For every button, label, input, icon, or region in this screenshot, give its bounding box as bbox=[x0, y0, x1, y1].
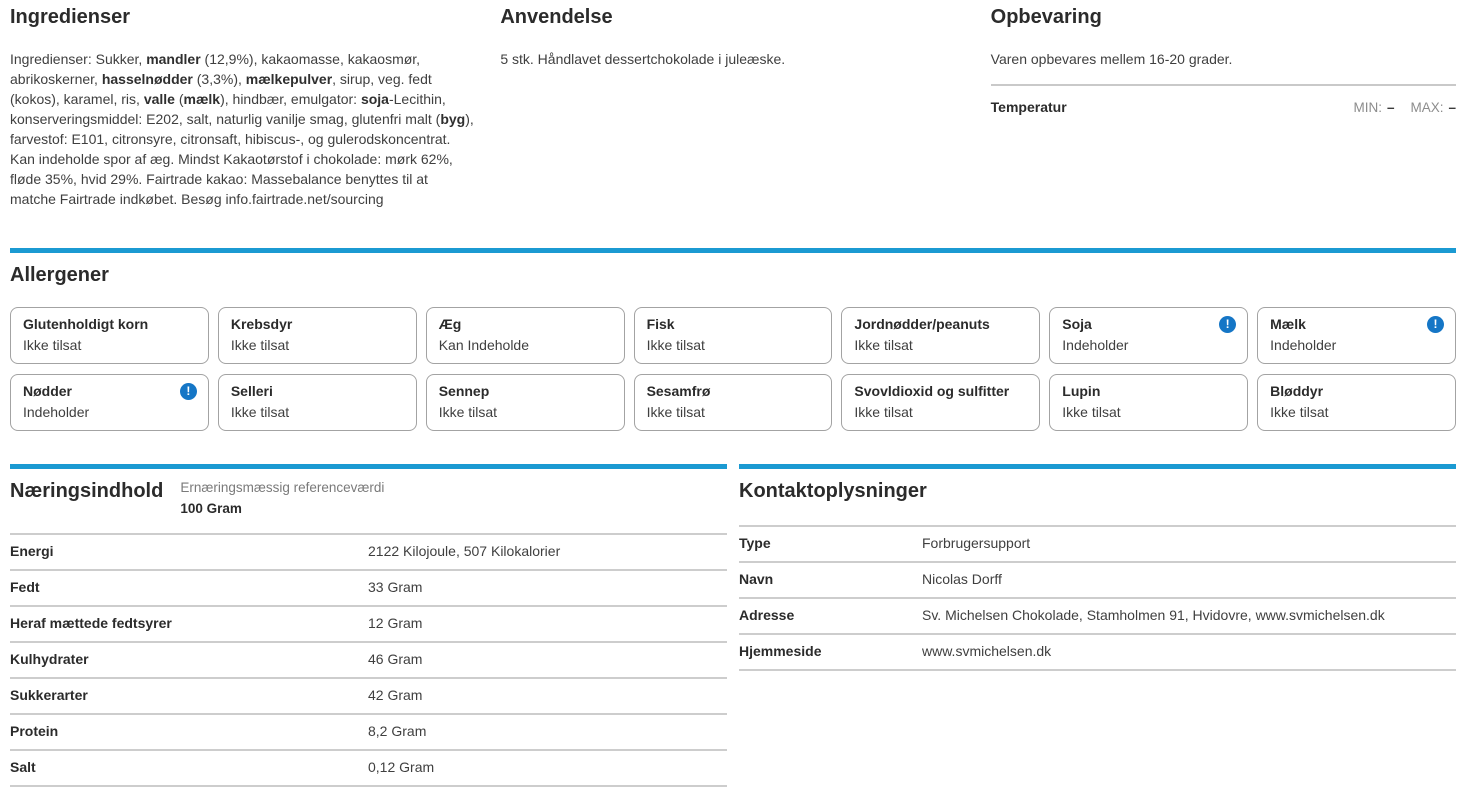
contact-divider-bar bbox=[739, 464, 1456, 469]
allergen-card bbox=[1257, 374, 1456, 431]
row-label: Salt bbox=[10, 759, 36, 775]
allergen-name: Glutenholdigt korn bbox=[23, 315, 149, 332]
temperature-minmax bbox=[1353, 100, 1456, 115]
row-value: 33 Gram bbox=[368, 579, 423, 595]
allergen-name: Fisk bbox=[646, 315, 675, 332]
allergen-status: Indeholder bbox=[1270, 337, 1337, 353]
allergen-name: Jordnødder/peanuts bbox=[854, 315, 990, 332]
min-value: – bbox=[1386, 100, 1395, 115]
allergen-status: Ikke tilsat bbox=[438, 404, 498, 420]
row-label: Energi bbox=[10, 543, 54, 559]
ingredients-title: Ingredienser bbox=[10, 6, 131, 28]
min-label: MIN: bbox=[1353, 100, 1382, 115]
section-usage bbox=[500, 5, 965, 224]
allergen-name: Bløddyr bbox=[1270, 382, 1324, 399]
allergens-title: Allergener bbox=[10, 264, 109, 286]
row-label: Kulhydrater bbox=[10, 651, 89, 667]
ingredients-text: Ingredienser: Sukker, mandler (12,9%), kakaomasse, kakaosmør, abrikoskerner, hasselnødder (3,3%), mælkepulver, sirup, veg. fedt (kokos), karamel, ris, valle (mælk), hindbær, emulgator: soja-Lecithin, konserveringsmiddel: E202, salt, naturlig vanilje smag, glutenfri malt (byg), farvestof: E101, citronsyre, citronsaft, hibiscus-, og gulerodskoncentrat. Kan indeholde spor af æg. Mindst Kakaotørstof i chokolade: mørk 62%, fløde 35%, hvid 29%. Fairtrade kakao: Massebalance benyttes til at matche Fairtrade indkøbet. Besøg info.fairtrade.net/sourcing bbox=[10, 51, 474, 207]
section-contact bbox=[739, 464, 1456, 787]
nutrition-divider-bar bbox=[10, 464, 727, 469]
allergen-name: Nødder bbox=[23, 382, 72, 399]
section-ingredients bbox=[10, 5, 475, 224]
allergen-status: Ikke tilsat bbox=[230, 337, 290, 353]
table-row bbox=[739, 633, 1456, 671]
allergen-card bbox=[1049, 307, 1248, 364]
allergen-name: Sesamfrø bbox=[646, 382, 711, 399]
allergen-card bbox=[218, 307, 417, 364]
allergen-status: Ikke tilsat bbox=[854, 337, 913, 353]
table-row bbox=[739, 525, 1456, 561]
reference-value: 100 Gram bbox=[180, 501, 242, 516]
table-row bbox=[739, 597, 1456, 633]
storage-title: Opbevaring bbox=[990, 6, 1102, 28]
nutrition-header bbox=[10, 479, 727, 516]
allergen-card bbox=[634, 307, 833, 364]
row-value: www.svmichelsen.dk bbox=[922, 643, 1052, 659]
allergen-card bbox=[1257, 307, 1456, 364]
table-row bbox=[10, 677, 727, 713]
alert-icon: ! bbox=[1219, 316, 1236, 333]
row-label: Fedt bbox=[10, 579, 40, 595]
row-value: Forbrugersupport bbox=[922, 535, 1031, 551]
row-value: 0,12 Gram bbox=[368, 759, 435, 775]
reference-label: Ernæringsmæssig referenceværdi bbox=[180, 480, 385, 495]
allergen-status: Ikke tilsat bbox=[230, 404, 290, 420]
top-section bbox=[10, 5, 1456, 224]
allergen-name: Soja bbox=[1062, 315, 1092, 332]
allergen-card bbox=[1049, 374, 1248, 431]
allergen-card bbox=[426, 374, 625, 431]
alert-icon: ! bbox=[1427, 316, 1444, 333]
section-allergens bbox=[10, 248, 1456, 431]
allergen-card bbox=[841, 307, 1040, 364]
row-value: Sv. Michelsen Chokolade, Stamholmen 91, Hvidovre, www.svmichelsen.dk bbox=[922, 607, 1385, 623]
temperature-row bbox=[991, 84, 1456, 115]
allergen-status: Kan Indeholde bbox=[438, 337, 530, 353]
allergen-card bbox=[10, 374, 209, 431]
max-label: MAX: bbox=[1410, 100, 1444, 115]
row-value: 42 Gram bbox=[368, 687, 423, 703]
storage-text: Varen opbevares mellem 16-20 grader. bbox=[990, 51, 1233, 67]
allergen-name: Krebsdyr bbox=[230, 315, 293, 332]
table-row bbox=[10, 569, 727, 605]
allergen-status: Ikke tilsat bbox=[646, 404, 705, 420]
temperature-max bbox=[1410, 100, 1456, 115]
usage-title: Anvendelse bbox=[500, 6, 613, 28]
table-row bbox=[10, 713, 727, 749]
alert-icon: ! bbox=[180, 383, 197, 400]
allergen-card bbox=[218, 374, 417, 431]
allergen-status: Ikke tilsat bbox=[1062, 404, 1121, 420]
allergen-name: Selleri bbox=[230, 382, 273, 399]
table-row bbox=[10, 533, 727, 569]
nutrition-title: Næringsindhold bbox=[10, 480, 164, 502]
usage-text: 5 stk. Håndlavet dessertchokolade i juleæske. bbox=[500, 51, 786, 67]
bottom-section bbox=[10, 464, 1456, 787]
allergen-card bbox=[634, 374, 833, 431]
row-value: 46 Gram bbox=[368, 651, 423, 667]
table-row bbox=[10, 641, 727, 677]
allergen-card bbox=[841, 374, 1040, 431]
row-label: Navn bbox=[739, 571, 774, 587]
allergen-status: Ikke tilsat bbox=[854, 404, 913, 420]
table-row bbox=[10, 605, 727, 641]
row-label: Hjemmeside bbox=[739, 643, 822, 659]
row-value: 12 Gram bbox=[368, 615, 423, 631]
row-value: 2122 Kilojoule, 507 Kilokalorier bbox=[368, 543, 561, 559]
nutrition-table bbox=[10, 533, 727, 787]
max-value: – bbox=[1448, 100, 1456, 115]
allergen-status: Ikke tilsat bbox=[646, 337, 705, 353]
allergen-status: Indeholder bbox=[23, 404, 90, 420]
allergen-status: Ikke tilsat bbox=[1270, 404, 1329, 420]
row-value: Nicolas Dorff bbox=[922, 571, 1002, 587]
allergens-divider-bar bbox=[10, 248, 1456, 253]
allergen-card bbox=[10, 307, 209, 364]
table-row bbox=[739, 561, 1456, 597]
contact-title: Kontaktoplysninger bbox=[739, 480, 927, 502]
allergen-status: Ikke tilsat bbox=[23, 337, 82, 353]
allergen-name: Mælk bbox=[1270, 315, 1306, 332]
allergen-name: Æg bbox=[438, 315, 462, 332]
allergen-name: Svovldioxid og sulfitter bbox=[854, 382, 1010, 399]
row-label: Type bbox=[739, 535, 771, 551]
section-nutrition bbox=[10, 464, 727, 787]
nutrition-reference bbox=[180, 479, 384, 516]
table-row bbox=[10, 749, 727, 787]
row-label: Protein bbox=[10, 723, 59, 739]
allergen-name: Sennep bbox=[438, 382, 490, 399]
row-label: Heraf mættede fedtsyrer bbox=[10, 615, 172, 631]
allergen-card bbox=[426, 307, 625, 364]
row-label: Sukkerarter bbox=[10, 687, 88, 703]
row-value: 8,2 Gram bbox=[368, 723, 427, 739]
section-storage bbox=[991, 5, 1456, 224]
temperature-min bbox=[1353, 100, 1394, 115]
temperature-label: Temperatur bbox=[990, 99, 1067, 115]
allergen-name: Lupin bbox=[1062, 382, 1101, 399]
contact-table bbox=[739, 525, 1456, 671]
row-label: Adresse bbox=[739, 607, 795, 623]
allergen-status: Indeholder bbox=[1062, 337, 1129, 353]
allergen-grid bbox=[10, 307, 1456, 431]
